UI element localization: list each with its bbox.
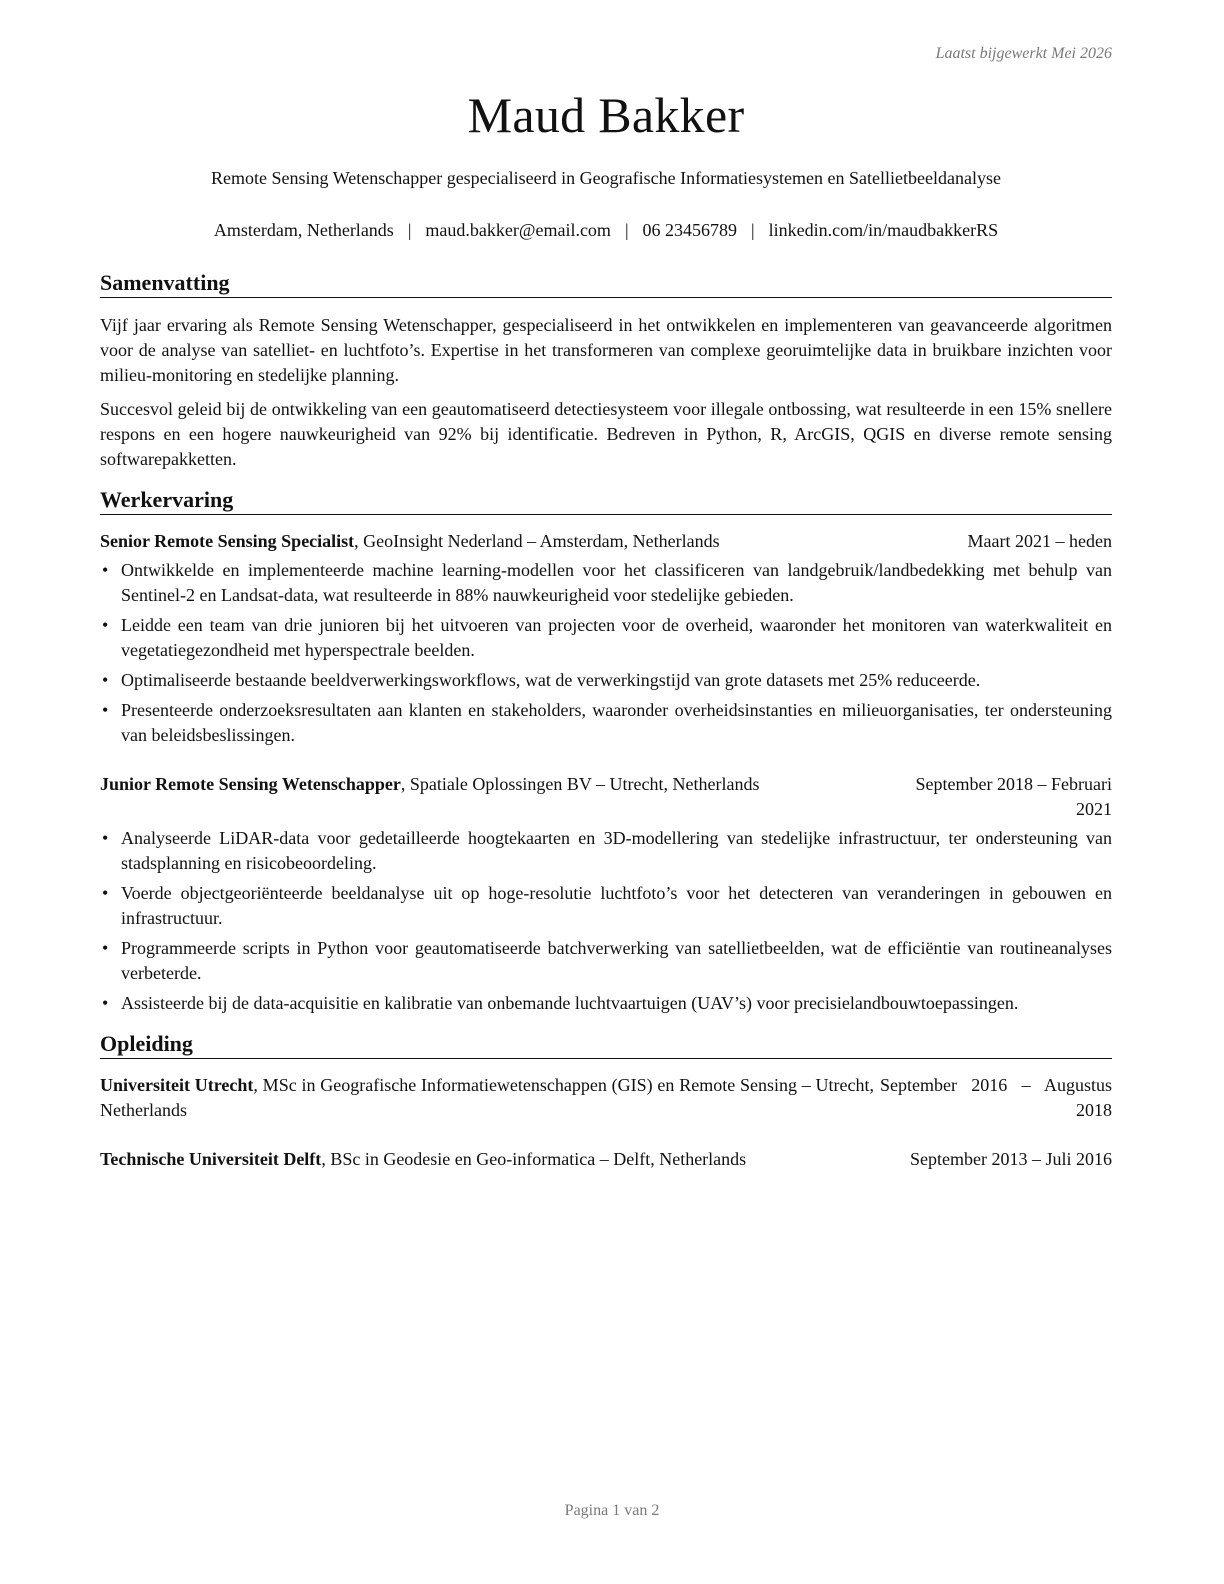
education-dates: September 2013 – Juli 2016 — [910, 1149, 1112, 1169]
bullet-icon: • — [102, 670, 109, 690]
list-item: • Programmeerde scripts in Python voor geautomatiseerde batchverwerking van satellietbeelden, wat de efficiëntie van routineanalyses verbeterde. — [102, 938, 1112, 983]
candidate-headline: Remote Sensing Wetenschapper gespecialiseerd in Geografische Informatiesystemen en Satellietbeeldanalyse — [211, 168, 1001, 188]
job-bullets — [100, 826, 1112, 1016]
education-section — [100, 1031, 1112, 1172]
job-dates: September 2018 – Februari 2021 — [915, 774, 1112, 819]
contact-location: Amsterdam, Netherlands — [213, 220, 394, 240]
degree-info: , BSc in Geodesie en Geo-informatica – Delft, Netherlands — [321, 1149, 747, 1169]
list-item: • Ontwikkelde en implementeerde machine learning-modellen voor het classificeren van landgebruik/landbedekking met behulp van Sentinel-2 en Landsat-data, wat resulteerde in 88% nauwkeurigheid voor stedelijke gebieden. — [102, 560, 1112, 605]
resume-content — [100, 270, 1112, 1172]
contact-separator: | — [407, 220, 412, 240]
list-item: • Leidde een team van drie junioren bij het uitvoeren van projecten voor de overheid, waaronder het monitoren van waterkwaliteit en vegetatiegezondheid met hyperspectrale beelden. — [102, 615, 1112, 660]
job-entry — [100, 772, 1112, 1016]
education-dates: September 2016 – Augustus 2018 — [880, 1075, 1112, 1120]
section-title-experience: Werkervaring — [100, 487, 1112, 515]
bullet-icon: • — [102, 883, 109, 903]
contact-phone[interactable]: 06 23456789 — [642, 220, 738, 240]
list-item: • Optimaliseerde bestaande beeldverwerkingsworkflows, wat de verwerkingstijd van grote datasets met 25% reduceerde. — [100, 668, 1112, 693]
summary-section — [100, 270, 1112, 472]
candidate-name: Maud Bakker — [467, 87, 745, 143]
job-company: , Spatiale Oplossingen BV – Utrecht, Netherlands — [400, 774, 760, 794]
last-updated: Laatst bijgewerkt Mei 2026 — [935, 45, 1112, 62]
bullet-icon: • — [102, 938, 109, 958]
school-name: Universiteit Utrecht — [100, 1075, 254, 1095]
bullet-icon: • — [102, 560, 109, 580]
list-item: • Assisteerde bij de data-acquisitie en kalibratie van onbemande luchtvaartuigen (UAV’s) voor precisielandbouwtoepassingen. — [100, 991, 1112, 1016]
job-title: Senior Remote Sensing Specialist — [100, 531, 355, 551]
list-item: • Analyseerde LiDAR-data voor gedetailleerde hoogtekaarten en 3D-modellering van stedelijke infrastructuur, ter ondersteuning van stadsplanning en risicobeoordeling. — [102, 828, 1112, 873]
page-number: Pagina 1 van 2 — [564, 1502, 660, 1519]
contact-linkedin[interactable]: linkedin.com/in/maudbakkerRS — [768, 220, 999, 240]
summary-paragraph: Succesvol geleid bij de ontwikkeling van een geautomatiseerd detectiesysteem voor illegale ontbossing, wat resulteerde in een 15% snellere respons en een hogere nauwkeurigheid van 92% bij identificatie. Bedreven in Python, R, ArcGIS, QGIS en diverse remote sensing softwarepakketten. — [100, 399, 1112, 469]
school-name: Technische Universiteit Delft — [100, 1149, 322, 1169]
summary-paragraph: Vijf jaar ervaring als Remote Sensing Wetenschapper, gespecialiseerd in het ontwikkelen en implementeren van geavanceerde algoritmen voor de analyse van satelliet- en luchtfoto’s. Expertise in het transformeren van complexe georuimtelijke data in bruikbare inzichten voor milieu-monitoring en stedelijke planning. — [100, 315, 1112, 385]
degree-info: , MSc in Geografische Informatiewetenschappen (GIS) en Remote Sensing – Utrecht, Netherlands — [100, 1075, 874, 1120]
job-company: , GeoInsight Nederland – Amsterdam, Netherlands — [354, 531, 720, 551]
contact-separator: | — [624, 220, 629, 240]
job-header — [100, 529, 1112, 554]
section-title-summary: Samenvatting — [100, 270, 1112, 298]
education-entry — [100, 1147, 1112, 1172]
contact-email[interactable]: maud.bakker@email.com — [425, 220, 611, 240]
experience-section — [100, 487, 1112, 1016]
education-entry — [100, 1073, 1112, 1123]
contact-separator: | — [751, 220, 755, 240]
list-item: • Voerde objectgeoriënteerde beeldanalyse uit op hoge-resolutie luchtfoto’s voor het detecteren van veranderingen in gebouwen en infrastructuur. — [102, 883, 1112, 928]
job-dates: Maart 2021 – heden — [967, 531, 1112, 551]
bullet-icon: • — [102, 615, 109, 635]
section-title-education: Opleiding — [100, 1031, 1112, 1059]
job-entry — [100, 529, 1112, 748]
contact-line — [100, 220, 1112, 241]
job-bullets — [100, 558, 1112, 748]
bullet-icon: • — [102, 993, 109, 1013]
bullet-icon: • — [102, 828, 109, 848]
job-title: Junior Remote Sensing Wetenschapper — [100, 774, 401, 794]
bullet-icon: • — [102, 700, 109, 720]
job-header — [100, 772, 1112, 822]
list-item: • Presenteerde onderzoeksresultaten aan klanten en stakeholders, waaronder overheidsinstanties en milieuorganisaties, ter ondersteuning van beleidsbeslissingen. — [102, 700, 1112, 745]
